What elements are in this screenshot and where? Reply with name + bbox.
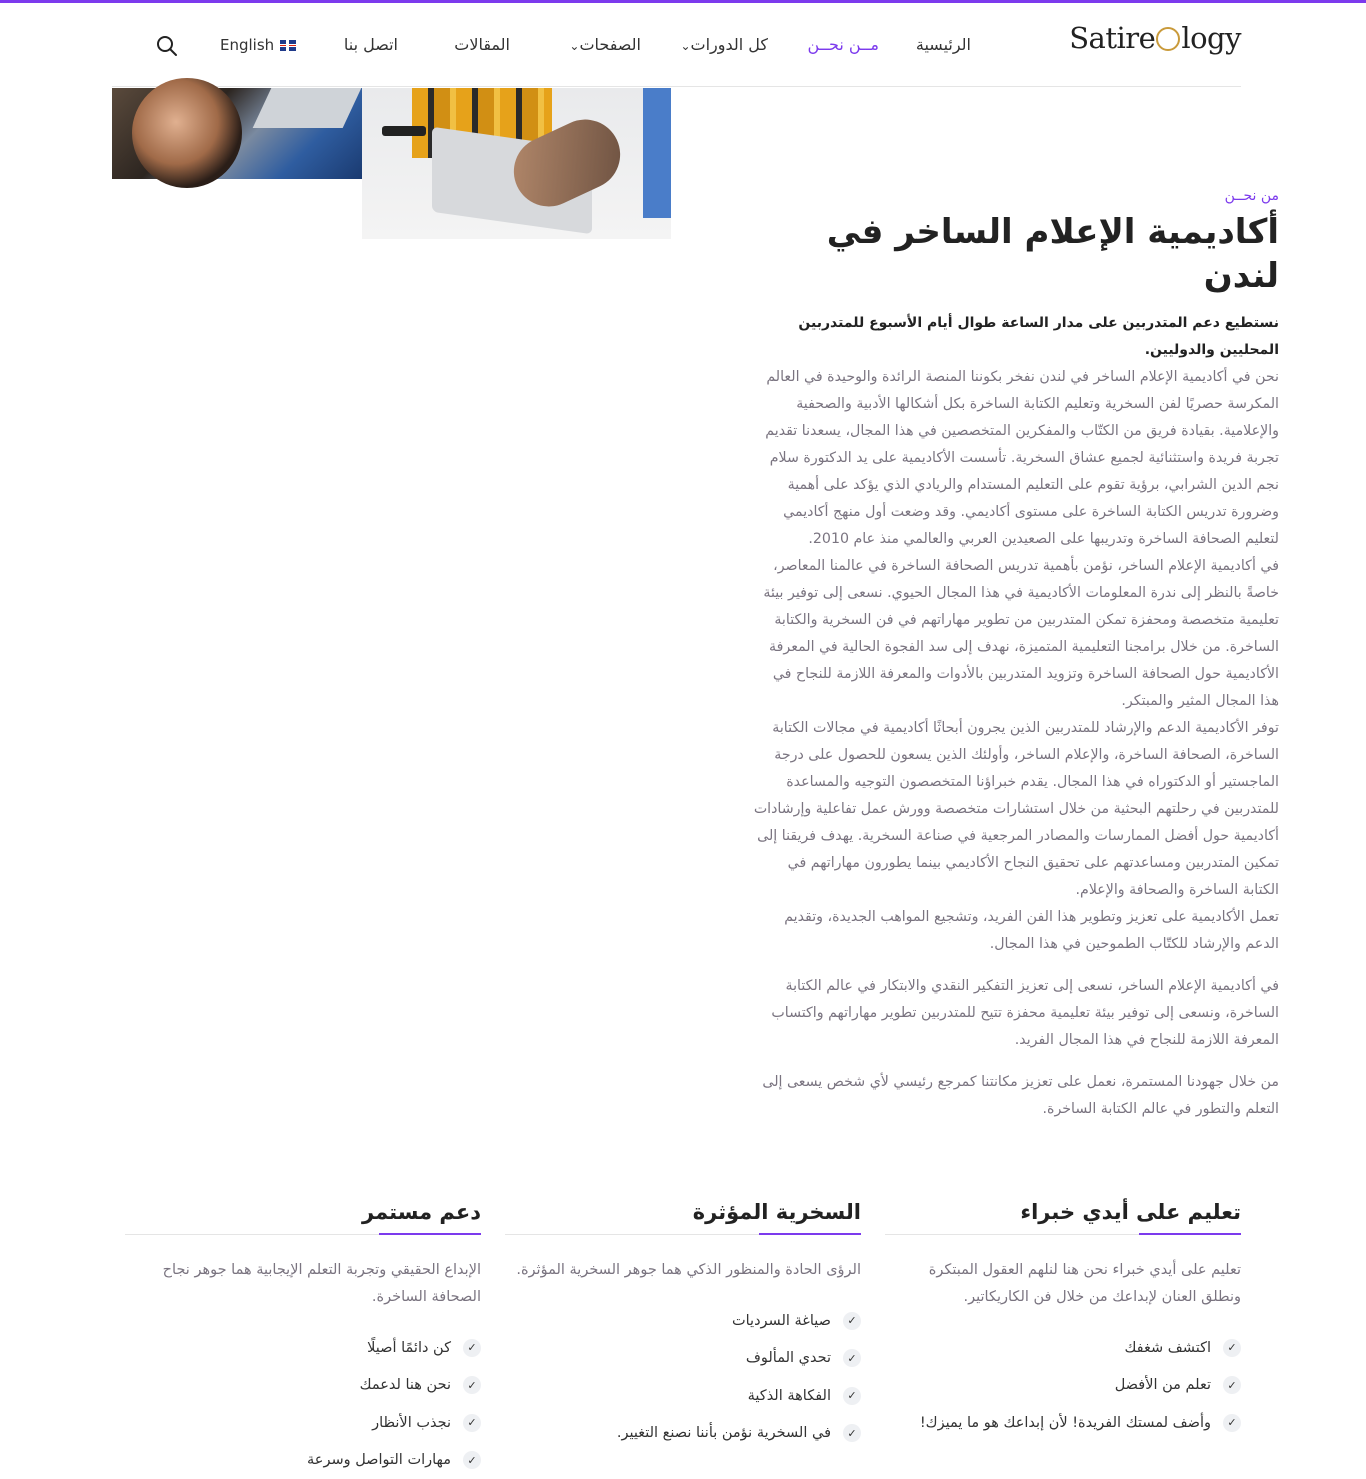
section-eyebrow: من نحــن [753, 188, 1279, 204]
about-paragraph: في أكاديمية الإعلام الساخر، نؤمن بأهمية تدريس الصحافة الساخرة في عالمنا المعاصر، خاصةً بالنظر إلى ندرة المعلومات الأكاديمية في هذا المجال الحيوي. نسعى إلى توفير بيئة تعليمية متخصصة ومحفزة تمكن المتدربين من تطوير مهاراتهم في فن السخرية والكتابة الساخرة. من خلال برامجنا التعليمية المتميزة، نهدف إلى سد الفجوة الحالية في المعرفة الأكاديمية حول الصحافة الساخرة وتزويد المتدربين بالأدوات والمعرفة اللازمة للنجاح في هذا المجال المثير والمبتكر. [753, 553, 1279, 715]
list-item [505, 1415, 861, 1453]
list-item [505, 1377, 861, 1415]
about-paragraph: من خلال جهودنا المستمرة، نعمل على تعزيز مكانتنا كمرجع رئيسي لأي شخص يسعى إلى التعلم والتطور في عالم الكتابة الساخرة. [753, 1069, 1279, 1123]
feature-column [885, 1200, 1241, 1479]
list-item [885, 1367, 1241, 1405]
about-paragraph: تعمل الأكاديمية على تعزيز وتطوير هذا الفن الفريد، وتشجيع المواهب الجديدة، وتقديم الدعم والإرشاد للكتّاب الطموحين في هذا المجال. [753, 904, 1279, 958]
uk-flag-icon [280, 40, 296, 51]
feature-list [505, 1302, 861, 1452]
feature-description: الإبداع الحقيقي وتجربة التعلم الإيجابية هما جوهر نجاح الصحافة الساخرة. [125, 1257, 481, 1311]
nav-courses-label: كل الدورات [691, 35, 769, 54]
nav-courses[interactable] [676, 35, 768, 54]
feature-description: الرؤى الحادة والمنظور الذكي هما جوهر السخرية المؤثرة. [505, 1257, 861, 1284]
check-icon: ✓ [463, 1339, 481, 1357]
list-item [885, 1329, 1241, 1367]
about-section [753, 188, 1279, 1123]
list-item-label: صياغة السرديات [732, 1313, 831, 1329]
check-icon: ✓ [843, 1349, 861, 1367]
list-item-label: نحن هنا لدعمك [360, 1377, 451, 1393]
feature-list [885, 1329, 1241, 1442]
list-item [125, 1404, 481, 1442]
nav-pages-label: الصفحات [579, 35, 641, 54]
list-item [505, 1340, 861, 1378]
language-switcher[interactable] [220, 36, 296, 54]
about-paragraph: في أكاديمية الإعلام الساخر، نسعى إلى تعزيز التفكير النقدي والابتكار في عالم الكتابة الساخرة، ونسعى إلى توفير بيئة تعليمية محفزة تتيح للمتدربين تطوير مهاراتهم واكتساب المعرفة اللازمة للنجاح في هذا المجال الفريد. [753, 973, 1279, 1054]
check-icon: ✓ [1223, 1414, 1241, 1432]
page-title: أكاديمية الإعلام الساخر في لندن [753, 210, 1279, 298]
about-paragraph: توفر الأكاديمية الدعم والإرشاد للمتدربين الذين يجرون أبحاثًا أكاديمية في مجالات الكتابة الساخرة، الصحافة الساخرة، والإعلام الساخر، وأولئك الذين يسعون للحصول على درجة الماجستير أو الدكتوراه في هذا المجال. يقدم خبراؤنا المتخصصون التوجيه والمساعدة للمتدربين في رحلتهم البحثية من خلال استشارات متخصصة وورش عمل تفاعلية وإرشادات أكاديمية حول أفضل الممارسات والمصادر المرجعية في صناعة السخرية. يهدف فريقنا إلى تمكين المتدربين ومساعدتهم على تحقيق النجاح الأكاديمي بينما يطورون مهاراتهم في الكتابة الساخرة والصحافة والإعلام. [753, 715, 1279, 904]
list-item-label: في السخرية نؤمن بأننا نصنع التغيير. [617, 1425, 831, 1441]
list-item-label: مهارات التواصل وسرعة [307, 1452, 451, 1468]
chevron-down-icon: ⌄ [680, 39, 690, 53]
check-icon: ✓ [463, 1451, 481, 1469]
list-item [505, 1302, 861, 1340]
list-item-label: كن دائمًا أصيلًا [367, 1340, 451, 1356]
nav-articles[interactable]: المقالات [454, 35, 510, 54]
check-icon: ✓ [463, 1376, 481, 1394]
list-item-label: الفكاهة الذكية [748, 1388, 831, 1404]
nav-home[interactable]: الرئيسية [916, 35, 971, 54]
nav-contact[interactable]: اتصل بنا [344, 35, 398, 54]
feature-list [125, 1329, 481, 1479]
lead-text: نستطيع دعم المتدربين على مدار الساعة طوال أيام الأسبوع للمتدربين المحليين والدوليين. [753, 310, 1279, 364]
tattooed-arm-laptop-image [362, 88, 671, 239]
about-body [753, 364, 1279, 1123]
check-icon: ✓ [1223, 1376, 1241, 1394]
list-item-label: وأضف لمستك الفريدة! لأن إبداعك هو ما يميزك! [920, 1415, 1211, 1431]
list-item [125, 1367, 481, 1405]
about-paragraph: نحن في أكاديمية الإعلام الساخر في لندن نفخر بكوننا المنصة الرائدة والوحيدة في العالم المكرسة حصريًا لفن السخرية وتعليم الكتابة الساخرة بكل أشكالها الأدبية والصحفية والإعلامية. بقيادة فريق من الكتّاب والمفكرين المتخصصين في هذا المجال، يسعدنا تقديم تجربة فريدة واستثنائية لجميع عشاق السخرية. تأسست الأكاديمية على يد الدكتورة سلام نجم الدين الشرابي، برؤية تقوم على التعليم المستدام والريادي الذي يؤكد على أهمية وضرورة تدريس الكتابة الساخرة على مستوى أكاديمي. وقد وضعت أول منهج أكاديمي لتعليم الصحافة الساخرة وتدريبها على الصعيدين العربي والعالمي منذ عام 2010. [753, 364, 1279, 553]
feature-title: دعم مستمر [125, 1200, 481, 1235]
feature-title: تعليم على أيدي خبراء [885, 1200, 1241, 1235]
site-header [112, 3, 1241, 87]
list-item-label: تعلم من الأفضل [1115, 1377, 1211, 1393]
language-label: English [220, 36, 274, 54]
students-laptop-image [112, 88, 362, 179]
check-icon: ✓ [1223, 1339, 1241, 1357]
list-item [125, 1329, 481, 1367]
list-item-label: نجذب الأنظار [372, 1415, 451, 1431]
list-item [885, 1404, 1241, 1442]
search-icon[interactable] [156, 35, 178, 57]
nav-about[interactable]: مــن نحــن [807, 35, 879, 54]
nav-pages[interactable] [565, 35, 641, 54]
list-item-label: تحدي المألوف [746, 1350, 831, 1366]
feature-column [505, 1200, 861, 1479]
list-item-label: اكتشف شغفك [1124, 1340, 1211, 1356]
feature-description: تعليم على أيدي خبراء نحن هنا لنلهم العقول المبتكرة ونطلق العنان لإبداعك من خلال فن الكاريكاتير. [885, 1257, 1241, 1311]
feature-column [125, 1200, 481, 1479]
check-icon: ✓ [843, 1312, 861, 1330]
check-icon: ✓ [843, 1387, 861, 1405]
chevron-down-icon: ⌄ [569, 39, 579, 53]
features-section [125, 1200, 1241, 1479]
check-icon: ✓ [843, 1424, 861, 1442]
list-item [125, 1442, 481, 1479]
feature-title: السخرية المؤثرة [505, 1200, 861, 1235]
check-icon: ✓ [463, 1414, 481, 1432]
site-logo[interactable]: Satire logy [1069, 21, 1241, 55]
